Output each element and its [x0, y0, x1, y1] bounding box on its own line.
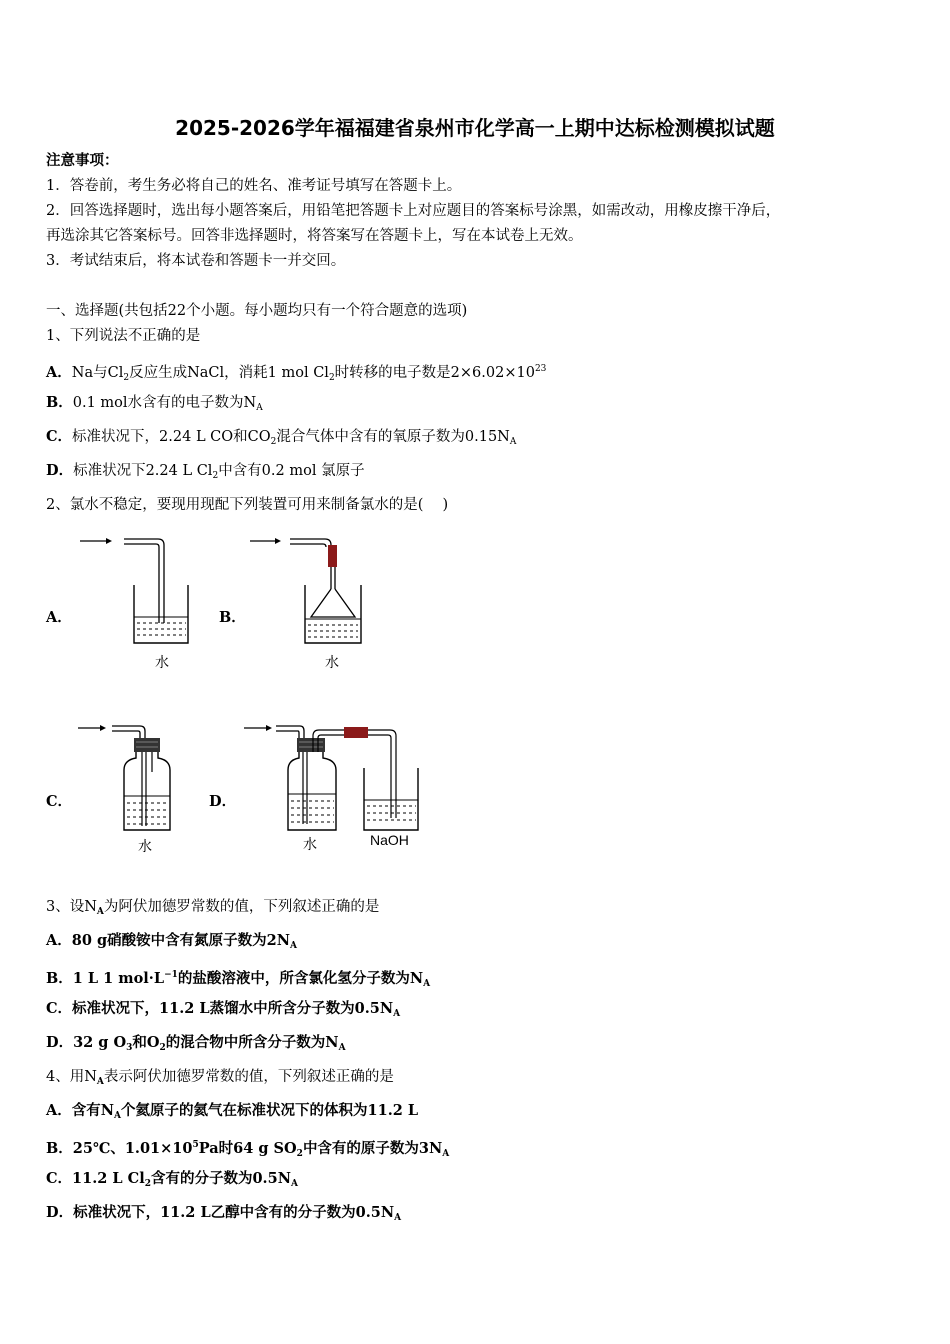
q2-label-d: D． — [209, 793, 237, 810]
subscript: A — [442, 1149, 450, 1159]
text: 4、用N — [46, 1069, 97, 1085]
notice-heading: 注意事项： — [46, 152, 119, 169]
text: 32 g O — [73, 1034, 127, 1051]
subscript: A — [423, 979, 431, 989]
notice-item-3: 3．考试结束后，将本试卷和答题卡一并交回。 — [46, 253, 346, 269]
q2-label-a: A． — [46, 609, 72, 626]
subscript: 2 — [212, 471, 219, 481]
rubber-tube — [344, 727, 368, 738]
q1-option-b — [46, 394, 263, 417]
subscript: A — [256, 403, 263, 413]
subscript: A — [114, 1111, 122, 1121]
water-label-d: 水 — [303, 837, 317, 853]
apparatus-a — [76, 533, 196, 653]
superscript: 23 — [534, 364, 547, 374]
option-label: D． — [46, 1204, 74, 1221]
text: 的盐酸溶液中，所含氯化氢分子数为N — [177, 970, 424, 987]
rubber-tube — [328, 545, 337, 567]
option-label: B． — [46, 970, 73, 987]
stopper — [134, 738, 160, 752]
text: 25℃、1.01×10 — [72, 1140, 193, 1157]
subscript: 2 — [123, 373, 130, 383]
stopper — [297, 738, 325, 752]
page-title: 2025-2026学年福福建省泉州市化学高一上期中达标检测模拟试题 — [175, 116, 775, 140]
text: 的混合物中所含分子数为N — [165, 1034, 339, 1051]
text: 中含有的原子数为3N — [302, 1140, 443, 1157]
option-label: A． — [46, 1102, 72, 1119]
superscript: 5 — [192, 1140, 199, 1150]
text: Na与Cl — [71, 365, 124, 381]
q3-option-d — [46, 1034, 346, 1057]
subscript: 2 — [296, 1149, 303, 1159]
q1-option-a — [46, 360, 546, 387]
superscript: −1 — [164, 970, 178, 980]
q2-label-c: C． — [46, 793, 73, 810]
q3-option-a — [46, 932, 297, 955]
subscript: 2 — [144, 1179, 151, 1189]
option-label: C． — [46, 428, 73, 445]
q2-stem: 2、氯水不稳定，要现用现配下列装置可用来制备氯水的是( ) — [46, 497, 449, 513]
q4-option-d — [46, 1204, 401, 1227]
apparatus-b — [245, 533, 370, 653]
apparatus-c — [74, 718, 179, 838]
water-label-b: 水 — [325, 655, 339, 671]
text: 时转移的电子数是2×6.02×10 — [334, 365, 535, 381]
water-label-c: 水 — [138, 839, 152, 855]
q1-option-c — [46, 428, 516, 451]
option-label: B． — [46, 1140, 73, 1157]
water-label-a: 水 — [155, 655, 169, 671]
option-label: B． — [46, 394, 73, 411]
apparatus-d — [240, 718, 425, 838]
notice-item-1: 1．答卷前，考生务必将自己的姓名、准考证号填写在答题卡上。 — [46, 178, 462, 194]
subscript: 2 — [328, 373, 335, 383]
notice-item-2-cont: 再选涂其它答案标号。回答非选择题时，将答案写在答题卡上，写在本试卷上无效。 — [46, 228, 583, 244]
text: 反应生成NaCl，消耗1 mol Cl — [129, 365, 329, 381]
subscript: A — [290, 1179, 298, 1189]
q4-option-b — [46, 1136, 449, 1163]
option-label: D． — [46, 462, 74, 479]
text: 含有的分子数为0.5N — [150, 1170, 291, 1187]
q4-option-c — [46, 1170, 298, 1193]
text: 混合气体中含有的氧原子数为0.15N — [276, 429, 510, 445]
subscript: A — [96, 1077, 104, 1087]
text: 11.2 L Cl — [72, 1170, 145, 1187]
text: 80 g硝酸铵中含有氮原子数为2N — [71, 932, 290, 949]
q4-option-a — [46, 1102, 418, 1125]
text: 表示阿伏加德罗常数的值，下列叙述正确的是 — [103, 1069, 394, 1085]
text: 1 L 1 mol·L — [72, 970, 165, 987]
q1-option-d — [46, 462, 365, 485]
text: 0.1 mol水含有的电子数为N — [72, 395, 257, 411]
text: 中含有0.2 mol 氯原子 — [218, 463, 365, 479]
notice-item-2: 2．回答选择题时，选出每小题答案后，用铅笔把答题卡上对应题目的答案标号涂黑，如需改动，用橡皮擦干净后， — [46, 203, 781, 219]
option-label: A． — [46, 932, 72, 949]
subscript: A — [338, 1043, 346, 1053]
section-heading: 一、选择题(共包括22个小题。每小题均只有一个符合题意的选项) — [46, 303, 468, 319]
option-label: A． — [46, 364, 72, 381]
q4-stem — [46, 1068, 394, 1091]
q1-stem: 1、下列说法不正确的是 — [46, 328, 201, 344]
q2-label-b: B． — [219, 609, 246, 626]
subscript: A — [289, 941, 297, 951]
text: 标准状况下，2.24 L CO和CO — [72, 429, 271, 445]
option-label: D． — [46, 1034, 74, 1051]
text: 标准状况下2.24 L Cl — [73, 463, 213, 479]
subscript: A — [509, 437, 517, 447]
subscript: 2 — [270, 437, 277, 447]
subscript: 3 — [126, 1043, 133, 1053]
q3-option-c — [46, 1000, 400, 1023]
subscript: 2 — [159, 1043, 166, 1053]
text: 为阿伏加德罗常数的值，下列叙述正确的是 — [103, 899, 380, 915]
text: 3、设N — [46, 899, 97, 915]
q3-option-b — [46, 966, 430, 993]
text: 标准状况下，11.2 L蒸馏水中所含分子数为0.5N — [72, 1000, 394, 1017]
text: 个氦原子的氦气在标准状况下的体积为11.2 L — [121, 1102, 419, 1119]
text: 含有N — [71, 1102, 115, 1119]
option-label: C． — [46, 1170, 73, 1187]
text: 和O — [132, 1034, 160, 1051]
option-label: C． — [46, 1000, 73, 1017]
naoh-label: NaOH — [370, 832, 409, 848]
subscript: A — [393, 1009, 401, 1019]
q3-stem — [46, 898, 379, 921]
subscript: A — [394, 1213, 402, 1223]
text: 标准状况下，11.2 L乙醇中含有的分子数为0.5N — [73, 1204, 395, 1221]
subscript: A — [96, 907, 104, 917]
text: Pa时64 g SO — [198, 1140, 297, 1157]
